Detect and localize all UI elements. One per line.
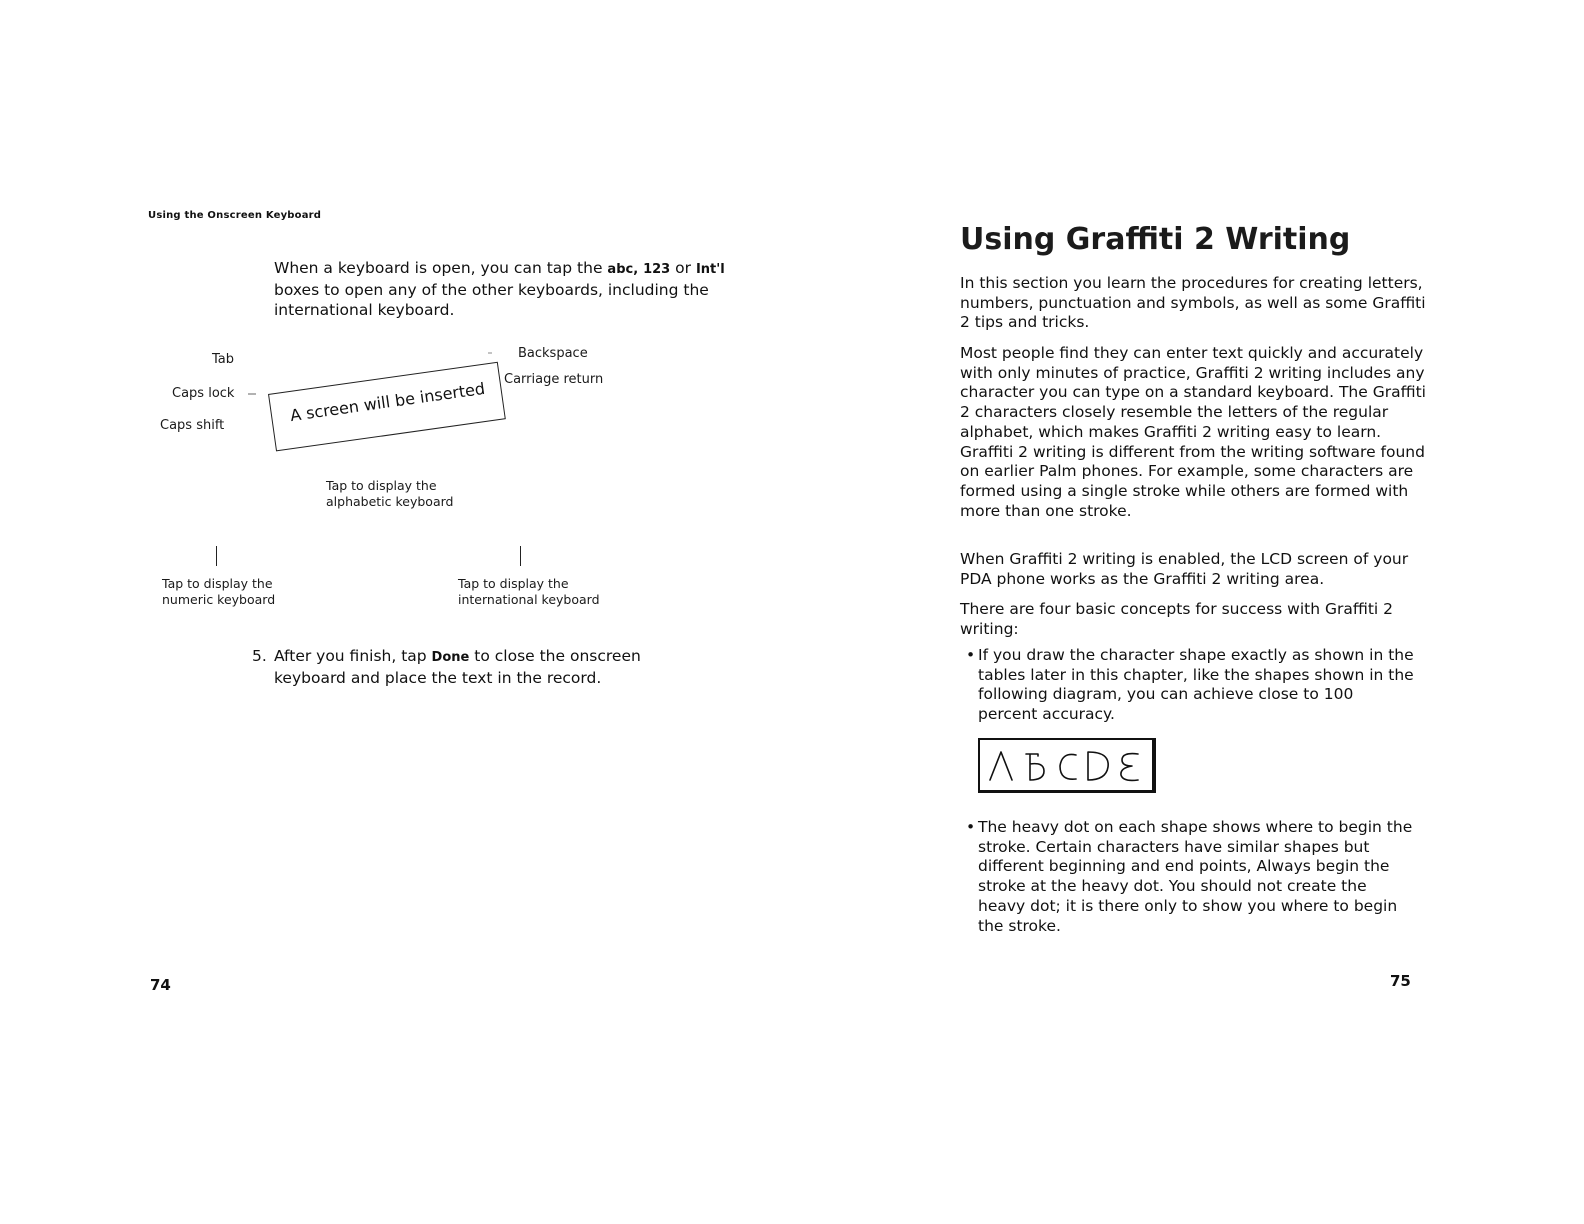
caption-international-line-1: Tap to display the (458, 576, 569, 591)
step-text-1: After you finish, tap (274, 647, 432, 665)
caption-alphabetic-line-1: Tap to display the (326, 478, 437, 493)
intro-text-1: When a keyboard is open, you can tap the (274, 259, 608, 277)
label-caps-lock: Caps lock (172, 386, 235, 401)
step-5 (252, 646, 672, 688)
graffiti-sample-figure (978, 738, 1156, 793)
label-backspace: Backspace (518, 346, 588, 361)
caption-numeric-line-2: numeric keyboard (162, 592, 276, 607)
paragraph-practice: Most people find they can enter text quickly and accurately with only minutes of practice, Graffiti 2 writing includes any character you can type on a standard keyboard. The Graffiti 2 characters closely resemble the letters of the regular alphabet, which makes Graffiti 2 writing easy to learn. Graffiti 2 writing is different from the writing software found on earlier Palm phones. For example, some characters are formed using a single stroke while others are formed with more than one stroke. (960, 344, 1426, 520)
label-tab: Tab (212, 352, 235, 367)
caption-numeric-line-1: Tap to display the (162, 576, 273, 591)
keyword-abc: abc, (607, 262, 639, 277)
bullet-icon: • (966, 818, 976, 836)
section-title: Using Graffiti 2 Writing (960, 222, 1351, 257)
label-carriage-return: Carriage return (504, 372, 604, 387)
caption-alphabetic (326, 478, 453, 510)
placeholder-text: A screen will be inserted (288, 378, 487, 426)
caption-international (458, 576, 600, 608)
paragraph-lcd: When Graffiti 2 writing is enabled, the LCD screen of your PDA phone works as the Graffiti 2 writing area. (960, 550, 1409, 588)
bullet-text: The heavy dot on each shape shows where to begin the stroke. Certain characters have similar shapes but different beginning and end points, Always begin the stroke at the heavy dot. You should not create the heavy dot; it is there only to show you where to begin the stroke. (978, 818, 1413, 935)
paragraph-intro: In this section you learn the procedures for creating letters, numbers, punctuation and symbols, as well as some Graffiti 2 tips and tricks. (960, 274, 1426, 332)
page-number-left: 74 (150, 976, 171, 994)
caption-alphabetic-line-2: alphabetic keyboard (326, 494, 454, 509)
page-number-right: 75 (1390, 972, 1411, 990)
leader-international (520, 546, 521, 566)
bullet-text: If you draw the character shape exactly as shown in the tables later in this chapter, like the shapes shown in the following diagram, you can achieve close to 100 percent accuracy. (978, 646, 1414, 724)
leader-numeric (216, 546, 217, 566)
bullet-icon: • (966, 646, 976, 664)
running-header: Using the Onscreen Keyboard (148, 210, 322, 221)
figure-leader-lines (0, 0, 800, 640)
graffiti-strokes (980, 740, 1152, 790)
step-text (252, 646, 672, 688)
label-caps-shift: Caps shift (160, 418, 225, 433)
step-number: 5. (252, 647, 267, 665)
bullet-item-heavy-dot (966, 818, 1416, 936)
bullet-item-accuracy (966, 646, 1416, 725)
caption-numeric (162, 576, 275, 608)
keyword-123: 123 (643, 262, 671, 277)
step-text-2: to close the onscreen keyboard and place the text in the record. (274, 647, 641, 687)
caption-international-line-2: international keyboard (458, 592, 600, 607)
intro-text-3: boxes to open any of the other keyboards, including the international keyboard. (274, 281, 709, 319)
paragraph-concepts: There are four basic concepts for success with Graffiti 2 writing: (960, 600, 1394, 638)
intro-text-2: or (670, 259, 696, 277)
keyword-intl: Int'l (695, 262, 725, 277)
keyword-done: Done (431, 650, 470, 665)
